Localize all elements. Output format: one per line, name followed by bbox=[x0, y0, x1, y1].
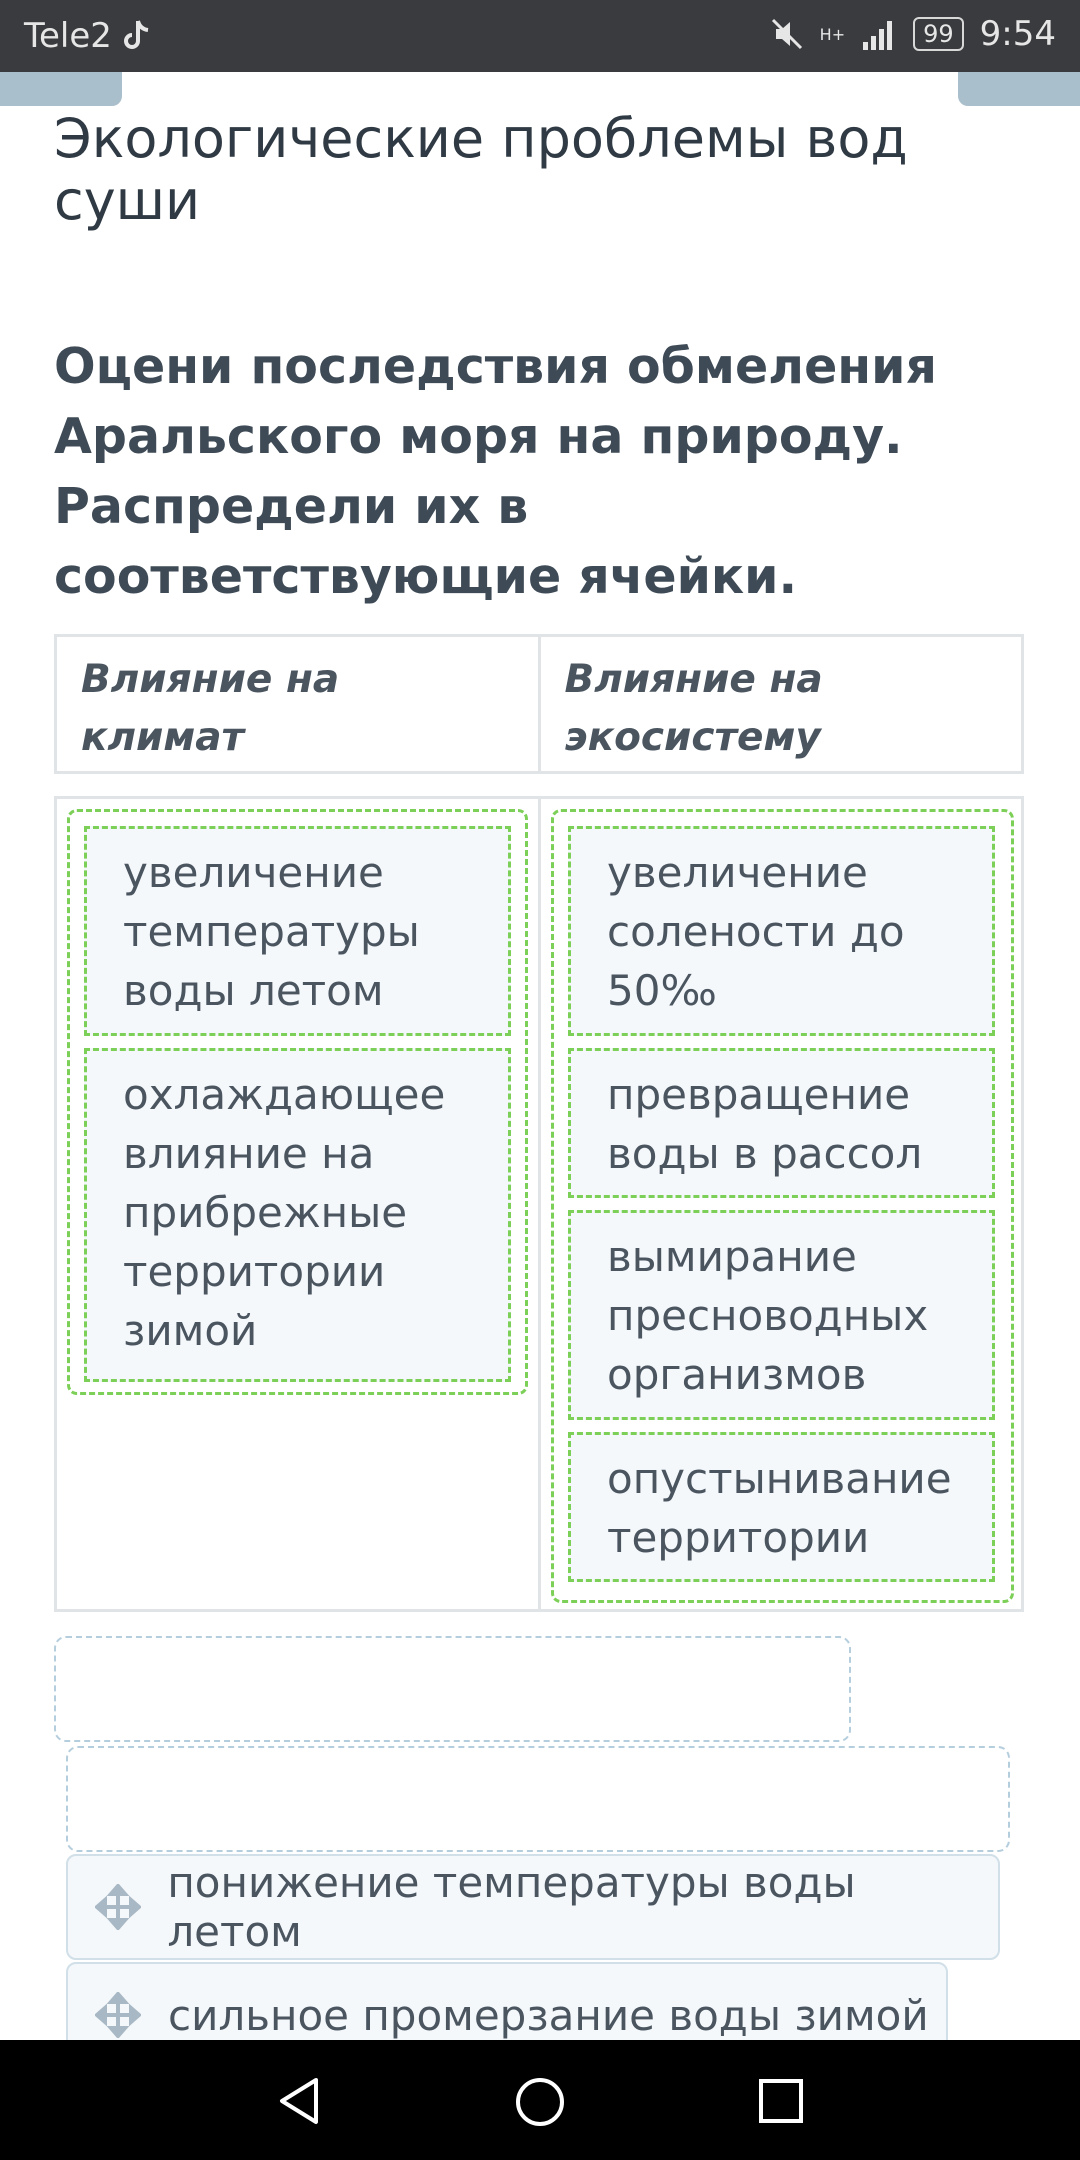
home-icon[interactable] bbox=[514, 2076, 566, 2128]
move-icon[interactable] bbox=[68, 1884, 167, 1930]
status-bar bbox=[0, 0, 1080, 72]
option-label: понижение температуры воды летом bbox=[167, 1858, 856, 1956]
lesson-title: Экологические проблемы вод суши bbox=[54, 107, 908, 232]
move-icon[interactable] bbox=[68, 1992, 168, 2038]
climate-card-2[interactable]: охлаждающее влияние на прибрежные территории зимой bbox=[84, 1048, 511, 1382]
prev-tab-stub[interactable] bbox=[0, 72, 122, 106]
sorting-table bbox=[54, 796, 1024, 1612]
header-ecosystem: Влияние на экосистему bbox=[564, 657, 823, 760]
table-header bbox=[54, 634, 1024, 774]
ecosystem-card-4[interactable]: опустынивание территории bbox=[568, 1432, 995, 1582]
option-label: сильное промерзание воды зимой bbox=[168, 1990, 929, 2040]
ecosystem-card-2[interactable]: превращение воды в рассол bbox=[568, 1048, 995, 1198]
next-tab-stub[interactable] bbox=[958, 72, 1080, 106]
task-question: Оцени последствия обмеления Аральского моря на природу. Распредели их в соответствующие ячейки. bbox=[54, 338, 937, 605]
header-climate: Влияние на климат bbox=[57, 637, 541, 771]
column-divider bbox=[538, 799, 541, 1609]
navigation-bar bbox=[0, 2040, 1080, 2160]
ecosystem-card-3[interactable]: вымирание пресноводных организмов bbox=[568, 1210, 995, 1420]
tiktok-icon bbox=[122, 19, 152, 53]
empty-slot[interactable] bbox=[54, 1636, 851, 1742]
recents-icon[interactable] bbox=[758, 2078, 804, 2124]
mute-icon bbox=[770, 17, 804, 51]
signal-icon bbox=[861, 18, 897, 50]
ecosystem-card-1[interactable]: увеличение солености до 50‰ bbox=[568, 826, 995, 1036]
battery-indicator: 99 bbox=[913, 17, 964, 51]
climate-card-1[interactable]: увеличение температуры воды летом bbox=[84, 826, 511, 1036]
drop-zone-climate[interactable] bbox=[67, 809, 528, 1395]
empty-slot[interactable] bbox=[66, 1746, 1010, 1852]
back-icon[interactable] bbox=[274, 2076, 324, 2126]
draggable-option[interactable] bbox=[66, 1854, 1000, 1960]
carrier-name: Tele2 bbox=[24, 16, 112, 56]
clock: 9:54 bbox=[979, 14, 1056, 54]
network-type: H+ bbox=[819, 24, 846, 44]
drop-zone-ecosystem[interactable] bbox=[551, 809, 1014, 1603]
